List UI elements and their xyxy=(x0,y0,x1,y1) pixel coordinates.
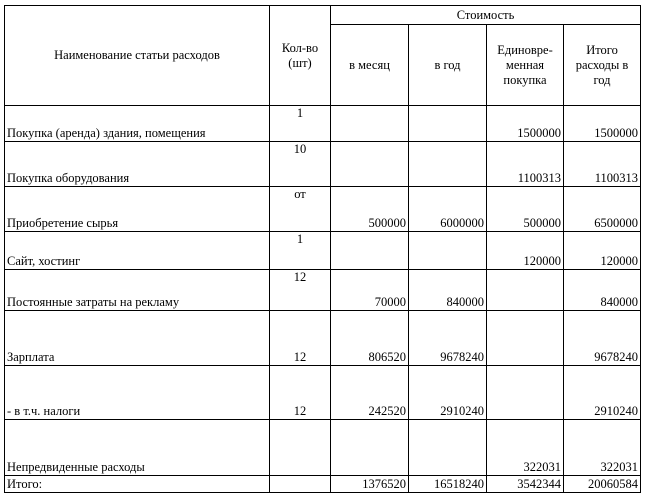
row-name: Непредвиденные расходы xyxy=(5,420,270,476)
row-qty: 10 xyxy=(270,142,331,187)
totals-month: 1376520 xyxy=(331,476,409,493)
header-total-per-year: Итого расходы в год xyxy=(564,25,641,106)
row-name: Зарплата xyxy=(5,311,270,366)
header-quantity: Кол-во (шт) xyxy=(270,6,331,106)
row-onetime: 500000 xyxy=(487,187,564,232)
row-year: 9678240 xyxy=(409,311,487,366)
row-qty: от xyxy=(270,187,331,232)
header-row-top xyxy=(5,6,641,25)
row-qty: 12 xyxy=(270,366,331,420)
table-row xyxy=(5,106,641,142)
totals-total: 20060584 xyxy=(564,476,641,493)
row-month xyxy=(331,106,409,142)
row-qty: 1 xyxy=(270,232,331,270)
row-total: 9678240 xyxy=(564,311,641,366)
row-name: Покупка (аренда) здания, помещения xyxy=(5,106,270,142)
row-month: 242520 xyxy=(331,366,409,420)
row-total: 2910240 xyxy=(564,366,641,420)
row-onetime xyxy=(487,270,564,311)
row-month xyxy=(331,420,409,476)
row-year xyxy=(409,232,487,270)
row-month: 70000 xyxy=(331,270,409,311)
row-name: Постоянные затраты на рекламу xyxy=(5,270,270,311)
row-name: Сайт, хостинг xyxy=(5,232,270,270)
expense-table xyxy=(4,5,641,493)
table-row xyxy=(5,232,641,270)
row-total: 1500000 xyxy=(564,106,641,142)
row-onetime: 120000 xyxy=(487,232,564,270)
totals-year: 16518240 xyxy=(409,476,487,493)
row-onetime: 1100313 xyxy=(487,142,564,187)
row-onetime xyxy=(487,366,564,420)
header-per-month: в месяц xyxy=(331,25,409,106)
row-month xyxy=(331,142,409,187)
row-qty: 12 xyxy=(270,311,331,366)
row-total: 1100313 xyxy=(564,142,641,187)
row-qty xyxy=(270,420,331,476)
totals-label: Итого: xyxy=(5,476,270,493)
row-month xyxy=(331,232,409,270)
row-month: 500000 xyxy=(331,187,409,232)
table-row xyxy=(5,366,641,420)
totals-onetime: 3542344 xyxy=(487,476,564,493)
row-total: 6500000 xyxy=(564,187,641,232)
totals-row xyxy=(5,476,641,493)
row-total: 120000 xyxy=(564,232,641,270)
totals-qty xyxy=(270,476,331,493)
row-year xyxy=(409,142,487,187)
row-name: Покупка оборудования xyxy=(5,142,270,187)
row-year xyxy=(409,106,487,142)
header-item-name: Наименование статьи расходов xyxy=(5,6,270,106)
table-row xyxy=(5,142,641,187)
header-one-time: Единовре-менная покупка xyxy=(487,25,564,106)
row-year: 2910240 xyxy=(409,366,487,420)
row-name: Приобретение сырья xyxy=(5,187,270,232)
table-row xyxy=(5,420,641,476)
row-onetime: 1500000 xyxy=(487,106,564,142)
row-name: - в т.ч. налоги xyxy=(5,366,270,420)
row-total: 840000 xyxy=(564,270,641,311)
row-qty: 12 xyxy=(270,270,331,311)
row-month: 806520 xyxy=(331,311,409,366)
table-row xyxy=(5,311,641,366)
row-onetime xyxy=(487,311,564,366)
row-qty: 1 xyxy=(270,106,331,142)
table-row xyxy=(5,270,641,311)
row-year xyxy=(409,420,487,476)
row-onetime: 322031 xyxy=(487,420,564,476)
row-year: 6000000 xyxy=(409,187,487,232)
row-total: 322031 xyxy=(564,420,641,476)
header-per-year: в год xyxy=(409,25,487,106)
row-year: 840000 xyxy=(409,270,487,311)
header-cost-group: Стоимость xyxy=(331,6,641,25)
table-row xyxy=(5,187,641,232)
